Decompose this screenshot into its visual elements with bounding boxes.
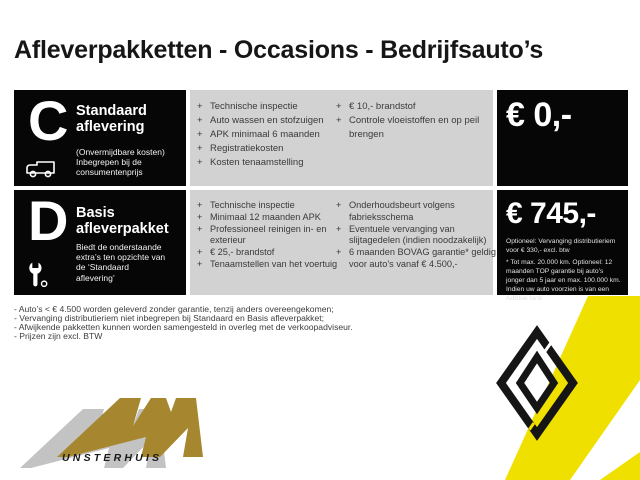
package-item: + Tenaamstellen van het voertuig bbox=[196, 259, 344, 271]
items-column-1 bbox=[196, 90, 344, 170]
price-value: € 0,- bbox=[506, 96, 572, 134]
footnote-line: - Vervanging distributieriem niet inbegrepen bij Standaard en Basis afleverpakket; bbox=[14, 312, 325, 323]
package-item: + € 10,- brandstof bbox=[335, 100, 499, 114]
price-value: € 745,- bbox=[506, 197, 596, 230]
items-column-1 bbox=[196, 190, 344, 271]
van-icon bbox=[24, 157, 56, 179]
package-name: Basis afleverpakket bbox=[76, 205, 169, 237]
package-header-basis bbox=[14, 190, 186, 295]
package-item: + Onderhoudsbeurt volgens fabrieksschema bbox=[335, 200, 499, 224]
price-note: * Tot max. 20.000 km. Optioneel: 12 maanden TOP garantie bij auto’s jonger dan 5 jaar en max. 100.000 km. Indien uw auto voorzien is van een AdBlue tank bbox=[506, 259, 621, 302]
package-item: + Kosten tenaamstelling bbox=[196, 156, 344, 170]
package-item: + Controle vloeistoffen en op peil brengen bbox=[335, 114, 499, 142]
package-item: + Auto wassen en stofzuigen bbox=[196, 114, 344, 128]
package-letter: C bbox=[28, 89, 69, 152]
package-item: + € 25,- brandstof bbox=[196, 247, 344, 259]
package-item: + APK minimaal 6 maanden bbox=[196, 128, 344, 142]
items-column-2 bbox=[335, 190, 499, 271]
dealer-logo-text: UNSTERHUIS bbox=[62, 452, 163, 464]
package-item: + Technische inspectie bbox=[196, 200, 344, 212]
package-items-standaard bbox=[190, 90, 493, 186]
footnote-line: - Afwijkende pakketten kunnen worden samengesteld in overleg met de verkoopadviseur. bbox=[14, 321, 353, 332]
package-header-standaard bbox=[14, 90, 186, 186]
footnote-line: - Prijzen zijn excl. BTW bbox=[14, 330, 103, 341]
price-box-standaard bbox=[497, 90, 628, 186]
package-name: Standaard aflevering bbox=[76, 103, 147, 135]
package-item: + Minimaal 12 maanden APK bbox=[196, 212, 344, 224]
package-item: + Professioneel reinigen in- en exterieur bbox=[196, 224, 344, 248]
footnotes bbox=[14, 305, 353, 341]
package-letter: D bbox=[28, 189, 69, 252]
page-title: Afleverpakketten - Occasions - Bedrijfsauto’s bbox=[14, 36, 544, 64]
package-items-basis bbox=[190, 190, 496, 295]
package-row-standaard-aflevering bbox=[0, 90, 640, 186]
package-description: Biedt de onderstaande extra’s ten opzichte van de ‘Standaard aflevering’ bbox=[76, 242, 166, 283]
items-column-2 bbox=[335, 90, 499, 142]
package-row-basis-afleverpakket bbox=[0, 189, 640, 302]
footnote-line: - Auto’s < € 4.500 worden geleverd zonder garantie, tenzij anders overeengekomen; bbox=[14, 304, 334, 314]
package-description: (Onvermijdbare kosten) Inbegrepen bij de consumentenprijs bbox=[76, 147, 165, 178]
package-item: + 6 maanden BOVAG garantie* geldig voor auto’s vanaf € 4.500,- bbox=[335, 247, 499, 271]
package-item: + Technische inspectie bbox=[196, 100, 344, 114]
price-note: Optioneel: Vervanging distributieriem voor € 330,- excl. btw bbox=[506, 238, 616, 254]
price-notes bbox=[506, 237, 623, 306]
price-box-basis bbox=[497, 190, 628, 302]
wrench-icon bbox=[26, 261, 50, 289]
package-item: + Eventuele vervanging van slijtagedelen (indien noodzakelijk) bbox=[335, 224, 499, 248]
package-item: + Registratiekosten bbox=[196, 142, 344, 156]
